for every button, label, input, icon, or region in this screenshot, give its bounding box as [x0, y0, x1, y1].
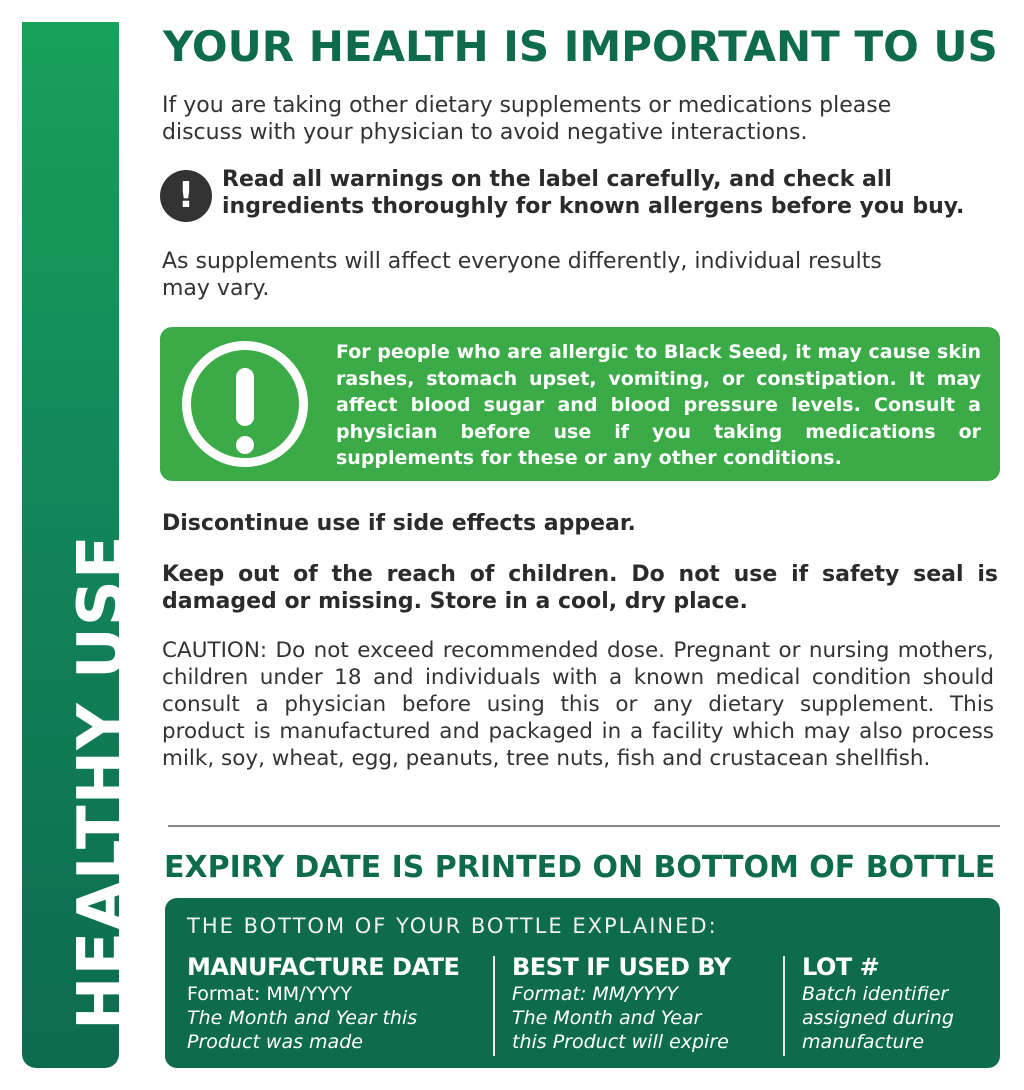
column-desc: The Month and Year this — [187, 1007, 418, 1029]
divider — [168, 825, 1000, 827]
intro-paragraph — [162, 92, 1002, 146]
column-title: LOT # — [802, 953, 880, 981]
manufacture-date-column — [187, 952, 477, 1054]
sidebar-label: HEALTHY USE — [65, 534, 139, 1030]
results-paragraph — [162, 248, 994, 302]
exclamation-bar — [236, 368, 254, 426]
column-desc: this Product will expire — [512, 1031, 729, 1053]
alert-circle-icon — [182, 341, 308, 467]
column-divider — [783, 956, 785, 1056]
best-if-used-by-column — [512, 952, 772, 1054]
page-title: YOUR HEALTH IS IMPORTANT TO US — [163, 22, 998, 71]
bottle-explained-heading: THE BOTTOM OF YOUR BOTTLE EXPLAINED: — [187, 914, 718, 938]
lot-column — [802, 952, 992, 1054]
discontinue-notice: Discontinue use if side effects appear. — [162, 511, 636, 536]
allergy-notice-text: For people who are allergic to Black Seed, it may cause skin rashes, stomach upset, vomiting, or constipation. It may affect blood sugar and blood pressure levels. Consult a physician before use if you taking medications or supplements for these or any other conditions. — [336, 341, 981, 469]
column-desc: manufacture — [802, 1031, 925, 1053]
column-desc: Batch identifier — [802, 983, 949, 1005]
warning-line: ingredients thoroughly for known allergens before you buy. — [222, 194, 965, 219]
column-format: Format: MM/YYYY — [512, 983, 679, 1005]
intro-line: If you are taking other dietary supplements or medications please — [162, 93, 892, 118]
column-title: MANUFACTURE DATE — [187, 953, 460, 981]
intro-line: discuss with your physician to avoid negative interactions. — [162, 120, 808, 145]
allergen-warning-text — [222, 166, 964, 220]
column-desc: The Month and Year — [512, 1007, 702, 1029]
bottle-explained-box — [165, 898, 1000, 1068]
storage-notice: Keep out of the reach of children. Do not use if safety seal is damaged or missing. Store in a cool, dry place. — [162, 562, 998, 614]
results-line: As supplements will affect everyone differently, individual results — [162, 249, 882, 274]
allergen-warning — [160, 166, 1005, 222]
exclamation-dot — [236, 436, 254, 454]
column-desc: assigned during — [802, 1007, 954, 1029]
column-format: Format: MM/YYYY — [187, 983, 353, 1005]
column-desc: Product was made — [187, 1031, 363, 1053]
column-title: BEST IF USED BY — [512, 953, 731, 981]
warning-line: Read all warnings on the label carefully, and check all — [222, 167, 892, 192]
results-line: may vary. — [162, 276, 270, 301]
column-divider — [493, 956, 495, 1056]
allergy-notice-box — [160, 327, 1000, 481]
expiry-title: EXPIRY DATE IS PRINTED ON BOTTOM OF BOTTLE — [164, 850, 996, 885]
exclamation-icon: ! — [160, 170, 212, 222]
caution-paragraph: CAUTION: Do not exceed recommended dose. Pregnant or nursing mothers, children under 18 and individuals with a known medical condition should consult a physician before using this or any dietary supplement. This product is manufactured and packaged in a facility which may also process milk, soy, wheat, egg, peanuts, tree nuts, fish and crustacean shellfish. — [162, 638, 994, 771]
